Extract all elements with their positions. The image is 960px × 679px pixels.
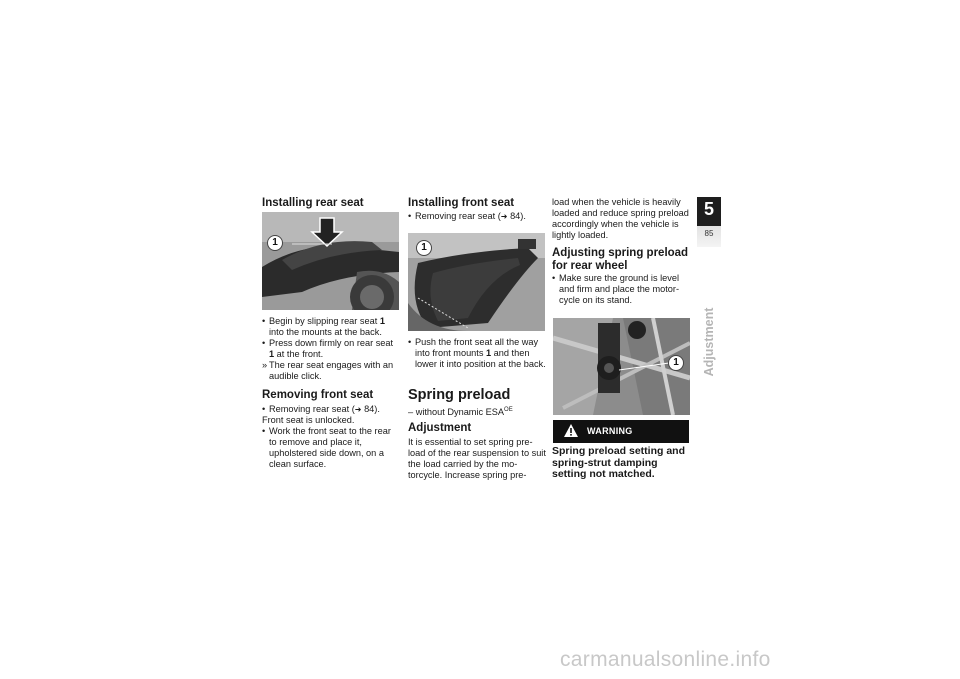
list-item: • Removing rear seat (➜ 84). xyxy=(408,211,546,222)
list-item: • Begin by slipping rear seat 1 into the mounts at the back. xyxy=(262,316,400,338)
callout-1: 1 xyxy=(416,240,432,256)
dash-icon: – xyxy=(408,407,414,418)
chapter-number: 5 xyxy=(703,199,714,219)
list-item: • Work the front seat to the rear to remove and place it, upholstered side down, on a clean surface. xyxy=(262,426,400,470)
page-ref-link[interactable]: 84 xyxy=(364,404,375,414)
heading-installing-rear-seat: Installing rear seat xyxy=(262,197,364,209)
page-ref-link[interactable]: 84 xyxy=(510,211,521,221)
equipment-note: – without Dynamic $ESA^{OE}$ xyxy=(408,407,513,418)
arrow-icon: ➜ xyxy=(354,405,362,414)
front-seat-photo xyxy=(408,233,545,331)
rear-seat-photo xyxy=(262,212,399,310)
heading-installing-front-seat: Installing front seat xyxy=(408,197,515,209)
section-title-vertical: Adjustment xyxy=(702,307,716,377)
heading-removing-front-seat: Removing front seat xyxy=(262,389,374,401)
list-item: • Make sure the ground is level and firm and place the motor-cycle on its stand. xyxy=(552,273,692,306)
spring-strut-photo xyxy=(553,318,690,415)
callout-1: 1 xyxy=(267,235,283,251)
list-item: • Removing rear seat (➜ 84). xyxy=(262,404,400,415)
arrow-icon: ➜ xyxy=(500,212,508,221)
warning-triangle-icon xyxy=(563,423,579,438)
heading-adjusting-spring-preload: Adjusting spring preload for rear wheel xyxy=(552,247,689,272)
paragraph: Front seat is unlocked. xyxy=(262,415,355,425)
warning-label: WARNING xyxy=(587,426,633,436)
rear-seat-illustration xyxy=(262,212,399,310)
callout-1: 1 xyxy=(668,355,684,371)
warning-title: Spring preload setting and spring-strut damping setting not matched. xyxy=(552,445,686,480)
heading-adjustment: Adjustment xyxy=(408,422,472,434)
paragraph: It is essential to set spring pre-load of the rear suspension to suit the load carried by the mo-torcycle. Increase spring pre- xyxy=(408,437,546,480)
list-item: • Press down firmly on rear seat 1 at the front. xyxy=(262,338,400,360)
chapter-tab xyxy=(697,197,721,247)
watermark: carmanualsonline.info xyxy=(560,648,771,671)
paragraph: load when the vehicle is heavily loaded and reduce spring preload accordingly when the vehicle is lightly loaded. xyxy=(552,197,689,240)
result-item: » The rear seat engages with an audible click. xyxy=(262,360,400,382)
heading-spring-preload: Spring preload xyxy=(408,387,511,403)
warning-banner xyxy=(553,420,689,443)
list-item: • Push the front seat all the way into front mounts 1 and then lower it into position at the back. xyxy=(408,337,546,370)
page-number: 85 xyxy=(704,229,714,238)
